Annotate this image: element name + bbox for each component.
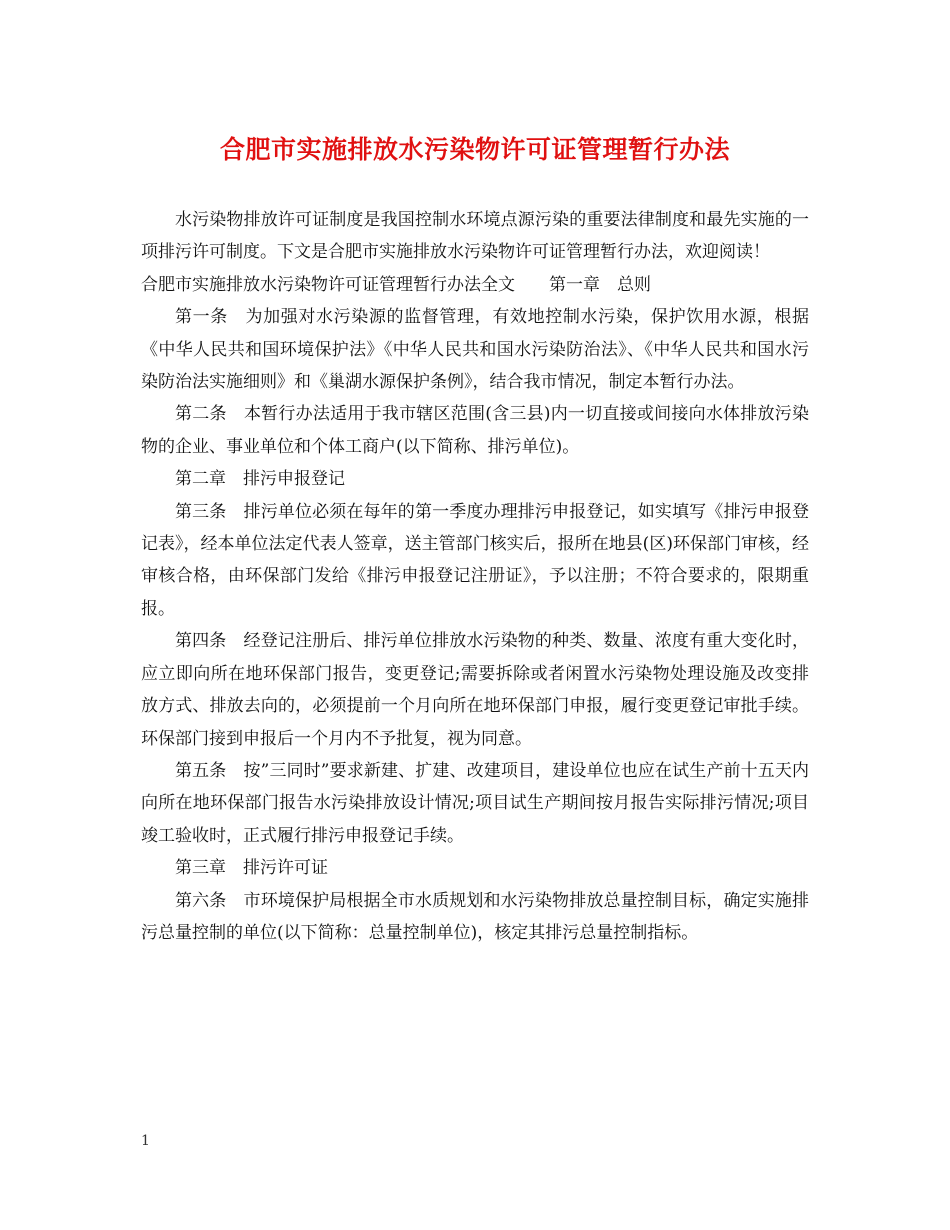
article-2-paragraph: 第二条 本暂行办法适用于我市辖区范围(含三县)内一切直接或间接向水体排放污染物的企业、事业单位和个体工商户(以下简称、排污单位)。	[141, 404, 809, 457]
document-body	[141, 204, 809, 949]
page-number: 1	[141, 1133, 150, 1149]
fulltext-heading-paragraph: 合肥市实施排放水污染物许可证管理暂行办法全文 第一章 总则	[141, 274, 651, 295]
chapter-2-heading: 第二章 排污申报登记	[175, 469, 345, 490]
document-title: 合肥市实施排放水污染物许可证管理暂行办法	[219, 135, 730, 164]
article-5-paragraph: 第五条 按”三同时”要求新建、扩建、改建项目，建设单位也应在试生产前十五天内向所在地环保部门报告水污染排放设计情况;项目试生产期间按月报告实际排污情况;项目竣工验收时，正式履行排污申报登记手续。	[141, 760, 809, 846]
intro-paragraph: 水污染物排放许可证制度是我国控制水环境点源污染的重要法律制度和最先实施的一项排污许可制度。下文是合肥市实施排放水污染物许可证管理暂行办法，欢迎阅读！	[141, 210, 809, 263]
article-4-paragraph: 第四条 经登记注册后、排污单位排放水污染物的种类、数量、浓度有重大变化时，应立即向所在地环保部门报告，变更登记;需要拆除或者闲置水污染物处理设施及改变排放方式、排放去向的，必须提前一个月向所在地环保部门申报，履行变更登记审批手续。环保部门接到申报后一个月内不予批复，视为同意。	[141, 631, 809, 749]
article-3-paragraph: 第三条 排污单位必须在每年的第一季度办理排污申报登记，如实填写《排污申报登记表》，经本单位法定代表人签章，送主管部门核实后，报所在地县(区)环保部门审核，经审核合格，由环保部门发给《排污申报登记注册证》，予以注册；不符合要求的，限期重报。	[141, 501, 809, 619]
article-1-paragraph: 第一条 为加强对水污染源的监督管理，有效地控制水污染，保护饮用水源，根据《中华人民共和国环境保护法》《中华人民共和国水污染防治法》、《中华人民共和国水污染防治法实施细则》和《巢湖水源保护条例》，结合我市情况，制定本暂行办法。	[141, 307, 809, 393]
article-6-paragraph: 第六条 市环境保护局根据全市水质规划和水污染物排放总量控制目标，确定实施排污总量控制的单位(以下简称：总量控制单位)，核定其排污总量控制指标。	[141, 890, 809, 943]
chapter-3-heading: 第三章 排污许可证	[175, 858, 328, 879]
